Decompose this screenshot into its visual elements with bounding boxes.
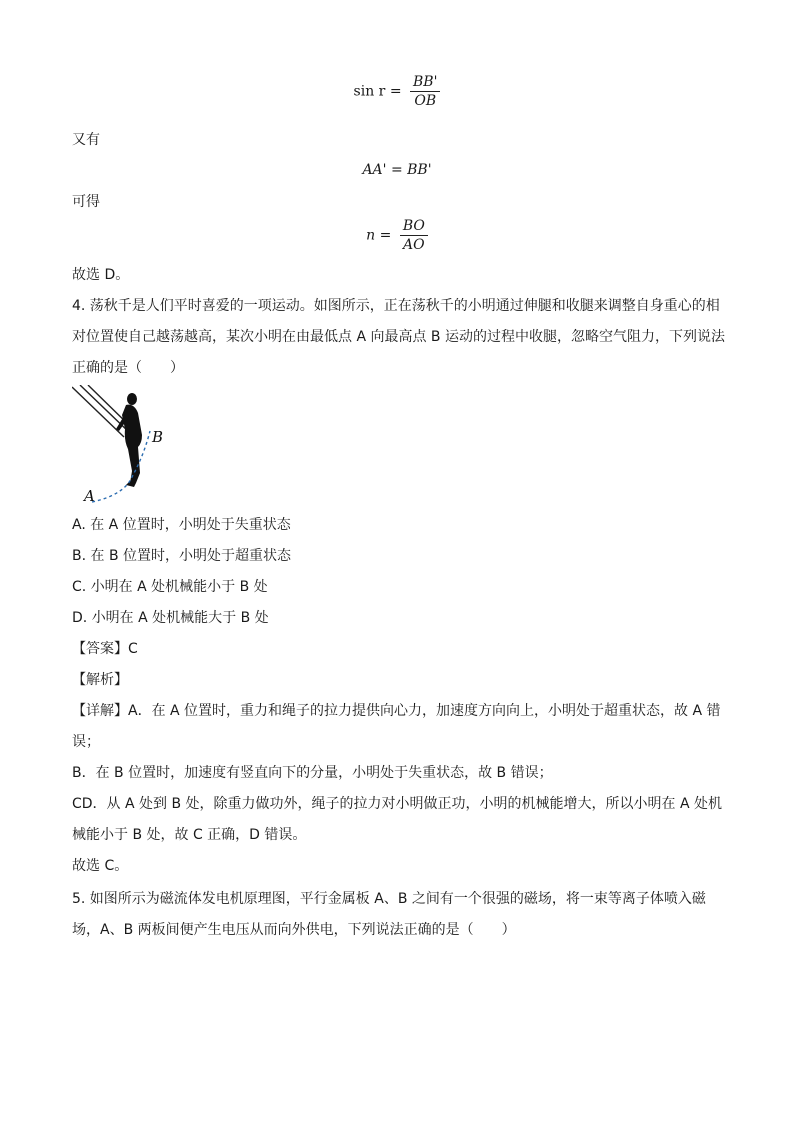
option-prefix: C. [72,579,87,595]
detail-line: B．在 B 位置时，加速度有竖直向下的分量，小明处于失重状态，故 B 错误； [72,765,553,781]
option-text: 在 A 位置时，小明处于失重状态 [90,517,291,533]
detail-line: 误； [72,734,100,750]
question-5-line: 场，A、B 两板间便产生电压从而向外供电，下列说法正确的是（ ） [72,922,516,938]
fraction-numerator: BO [400,218,428,236]
person-silhouette [116,393,142,487]
option-prefix: A. [72,517,86,533]
question-4-line: 正确的是（ ） [72,360,184,376]
label-a: A [84,487,95,505]
conclusion-q4: 故选 C。 [72,858,129,874]
equation-aa-bb: AA' = BB' [362,162,432,178]
equation-lhs: sin r = [353,83,402,100]
equation-lhs: n = [366,227,392,244]
detail-line: CD．从 A 处到 B 处，除重力做功外，绳子的拉力对小明做正功，小明的机械能增大，所以小明在 A 处机 [72,796,723,812]
equation-sin-r [0,74,794,109]
label-b: B [152,428,164,446]
answer-tag: 【答案】C [72,641,138,657]
detail-line: 【详解】A．在 A 位置时，重力和绳子的拉力提供向心力，加速度方向向上，小明处于超重状态，故 A 错 [72,703,721,719]
question-4-line: 对位置使自己越荡越高，某次小明在由最低点 A 向最高点 B 运动的过程中收腿，忽略空气阻力，下列说法 [72,329,725,345]
option-prefix: B. [72,548,87,564]
trajectory-curve [92,431,150,502]
fraction [410,74,440,109]
option-text: 在 B 位置时，小明处于超重状态 [90,548,292,564]
conclusion-q3: 故选 D。 [72,267,130,283]
fraction-denominator: OB [414,93,437,109]
option-prefix: D. [72,610,88,626]
option-a [72,515,291,535]
fraction-numerator: BB' [410,74,440,92]
option-b [72,546,291,566]
fraction-denominator: AO [403,237,425,253]
swing-figure [72,385,182,507]
equation-n [0,218,794,253]
text-line: 可得 [72,194,100,210]
option-d [72,608,269,628]
option-text: 小明在 A 处机械能小于 B 处 [90,579,268,595]
option-c [72,577,268,597]
question-5-line: 5. 如图所示为磁流体发电机原理图，平行金属板 A、B 之间有一个很强的磁场，将一束等离子体喷入磁 [72,891,706,907]
analysis-tag: 【解析】 [72,672,128,688]
fraction [400,218,428,253]
option-text: 小明在 A 处机械能大于 B 处 [91,610,269,626]
detail-line: 械能小于 B 处，故 C 正确，D 错误。 [72,827,307,843]
question-4-line: 4. 荡秋千是人们平时喜爱的一项运动。如图所示，正在荡秋千的小明通过伸腿和收腿来调整自身重心的相 [72,298,720,314]
text-line: 又有 [72,132,100,148]
